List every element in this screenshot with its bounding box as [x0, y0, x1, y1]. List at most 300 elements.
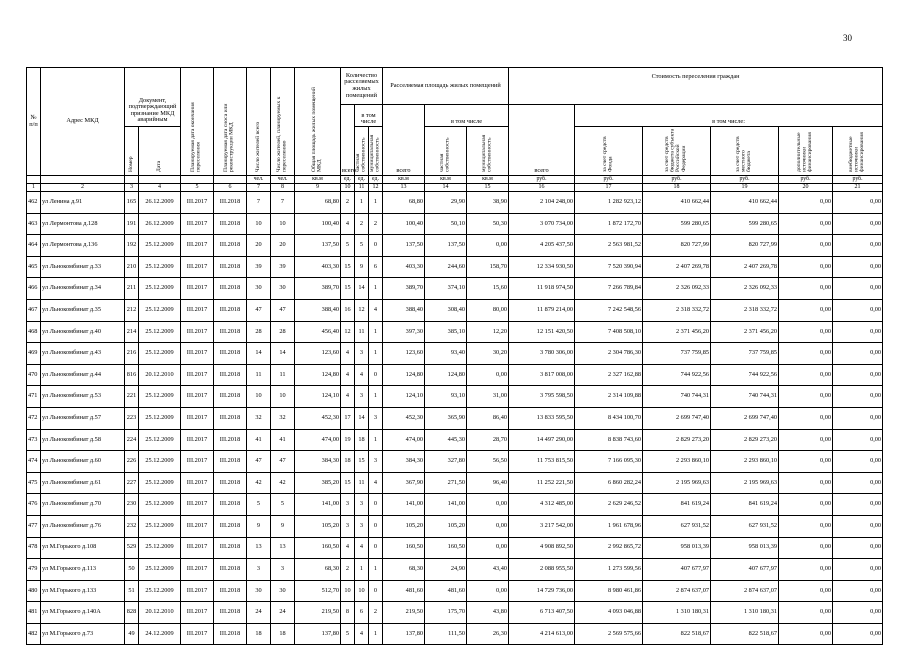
cell-rooms-total: 15 [341, 256, 355, 278]
cell-area-total: 367,90 [383, 472, 425, 494]
cell-address: ул Льнокомбинат д.58 [41, 429, 125, 451]
cell-address: ул Льнокомбинат д.53 [41, 386, 125, 408]
header-doc-date: Дата [155, 161, 162, 173]
cell-rooms-municipal: 0 [369, 537, 383, 559]
cell-area-total: 137,50 [383, 235, 425, 257]
cell-planned-demolition: III.2018 [214, 192, 247, 214]
cell-residents-planned: 32 [271, 407, 295, 429]
cell-cost-subject: 740 744,31 [643, 386, 711, 408]
cell-residents-total: 24 [247, 602, 271, 624]
table-row [27, 192, 883, 214]
column-number-cell: 19 [711, 184, 779, 192]
cell-cost-extrabudget: 0,00 [833, 343, 883, 365]
cell-area-total: 137,80 [383, 623, 425, 645]
cell-row-num: 463 [27, 213, 41, 235]
cell-cost-subject: 1 310 180,31 [643, 602, 711, 624]
cell-planned-end: III.2017 [181, 299, 214, 321]
cell-cost-additional: 0,00 [779, 472, 833, 494]
cell-rooms-private: 2 [355, 213, 369, 235]
cell-residents-planned: 30 [271, 278, 295, 300]
cell-area-private: 160,50 [425, 537, 467, 559]
cell-area-total: 397,30 [383, 321, 425, 343]
cell-rooms-municipal: 0 [369, 235, 383, 257]
cell-planned-end: III.2017 [181, 235, 214, 257]
cell-area-total: 123,60 [383, 343, 425, 365]
cell-address: ул Льнокомбинат д.34 [41, 278, 125, 300]
cell-rooms-private: 3 [355, 343, 369, 365]
cell-planned-demolition: III.2018 [214, 343, 247, 365]
table-body [27, 192, 883, 645]
table-row [27, 321, 883, 343]
header-planned-end: Планируемая дата окончания переселения [190, 102, 202, 173]
cell-doc-number: 221 [125, 386, 139, 408]
cell-rooms-private: 3 [355, 515, 369, 537]
header-cost-extrabudget: внебюджетные источники финансирования [848, 132, 866, 173]
cell-area-municipal: 0,00 [467, 515, 509, 537]
cell-doc-date: 26.12.2009 [139, 192, 181, 214]
cell-rooms-private: 9 [355, 256, 369, 278]
cell-rooms-total: 17 [341, 407, 355, 429]
cell-area-private: 445,30 [425, 429, 467, 451]
header-residents-total: Число жителей всего [254, 122, 261, 173]
unit-cell: чел. [271, 176, 295, 184]
cell-row-num: 464 [27, 235, 41, 257]
cell-doc-date: 25.12.2009 [139, 386, 181, 408]
cell-total-area: 160,50 [295, 537, 341, 559]
page-number: 30 [843, 33, 852, 43]
table-row [27, 602, 883, 624]
cell-rooms-total: 4 [341, 537, 355, 559]
column-number-cell: 7 [247, 184, 271, 192]
cell-cost-additional: 0,00 [779, 537, 833, 559]
unit-cell-empty [41, 176, 125, 184]
table-row [27, 429, 883, 451]
cell-cost-total: 3 217 542,00 [509, 515, 575, 537]
cell-cost-extrabudget: 0,00 [833, 623, 883, 645]
cell-residents-planned: 5 [271, 494, 295, 516]
cell-cost-local: 2 699 747,40 [711, 407, 779, 429]
cell-planned-demolition: III.2018 [214, 623, 247, 645]
cell-residents-total: 42 [247, 472, 271, 494]
table-row [27, 235, 883, 257]
cell-address: ул Льнокомбинат д.76 [41, 515, 125, 537]
cell-cost-local: 2 195 969,63 [711, 472, 779, 494]
cell-cost-fund: 7 166 095,30 [575, 451, 643, 473]
cell-cost-fund: 6 860 282,24 [575, 472, 643, 494]
cell-area-total: 124,10 [383, 386, 425, 408]
unit-cell: кв.м [383, 176, 425, 184]
column-number-cell: 10 [341, 184, 355, 192]
cell-rooms-private: 3 [355, 386, 369, 408]
column-number-cell: 18 [643, 184, 711, 192]
cell-cost-additional: 0,00 [779, 192, 833, 214]
cell-rooms-municipal: 6 [369, 256, 383, 278]
cell-cost-fund: 7 408 508,10 [575, 321, 643, 343]
cell-planned-end: III.2017 [181, 429, 214, 451]
cell-area-total: 389,70 [383, 278, 425, 300]
cell-address: ул М.Горького д.108 [41, 537, 125, 559]
cell-rooms-private: 18 [355, 429, 369, 451]
header-planned-demolition: Планируемая дата сноса или реконструкции МКД [223, 104, 235, 173]
cell-area-total: 219,50 [383, 602, 425, 624]
cell-cost-total: 11 753 815,50 [509, 451, 575, 473]
cell-rooms-municipal: 0 [369, 494, 383, 516]
cell-row-num: 471 [27, 386, 41, 408]
cell-planned-end: III.2017 [181, 192, 214, 214]
header-cost-total: всего [509, 105, 575, 176]
cell-cost-local: 822 518,67 [711, 623, 779, 645]
cell-address: ул Льнокомбинат д.33 [41, 256, 125, 278]
cell-planned-end: III.2017 [181, 580, 214, 602]
header-cost-local: за счет средств местного бюджета [735, 136, 753, 173]
cell-area-private: 365,90 [425, 407, 467, 429]
cell-cost-total: 4 312 485,00 [509, 494, 575, 516]
cell-planned-end: III.2017 [181, 213, 214, 235]
cell-rooms-private: 4 [355, 537, 369, 559]
cell-doc-number: 226 [125, 451, 139, 473]
unit-cell: кв.м [425, 176, 467, 184]
column-number-cell: 16 [509, 184, 575, 192]
cell-cost-additional: 0,00 [779, 559, 833, 581]
cell-area-municipal: 80,00 [467, 299, 509, 321]
cell-planned-demolition: III.2018 [214, 602, 247, 624]
cell-rooms-municipal: 1 [369, 343, 383, 365]
unit-cell-empty [27, 176, 41, 184]
cell-cost-total: 14 729 736,00 [509, 580, 575, 602]
cell-address: ул Льнокомбинат д.40 [41, 321, 125, 343]
cell-area-municipal: 12,20 [467, 321, 509, 343]
cell-cost-additional: 0,00 [779, 343, 833, 365]
cell-cost-local: 407 677,97 [711, 559, 779, 581]
cell-doc-number: 191 [125, 213, 139, 235]
cell-planned-demolition: III.2018 [214, 515, 247, 537]
cell-cost-subject: 2 318 332,72 [643, 299, 711, 321]
cell-residents-total: 30 [247, 278, 271, 300]
cell-row-num: 477 [27, 515, 41, 537]
table-row [27, 299, 883, 321]
cell-residents-total: 7 [247, 192, 271, 214]
cell-rooms-private: 11 [355, 472, 369, 494]
unit-cell: ед. [369, 176, 383, 184]
cell-row-num: 474 [27, 451, 41, 473]
cell-cost-fund: 2 992 865,72 [575, 537, 643, 559]
cell-area-municipal: 31,00 [467, 386, 509, 408]
cell-doc-date: 26.12.2009 [139, 213, 181, 235]
cell-rooms-private: 1 [355, 559, 369, 581]
column-number-cell: 9 [295, 184, 341, 192]
header-area-municipal: муниципальная собственность [480, 135, 493, 173]
unit-cell: руб. [833, 176, 883, 184]
cell-planned-demolition: III.2018 [214, 299, 247, 321]
cell-total-area: 452,30 [295, 407, 341, 429]
cell-rooms-total: 12 [341, 321, 355, 343]
header-cost-additional: дополнительные источники финансирования [796, 132, 814, 173]
cell-cost-fund: 1 872 172,70 [575, 213, 643, 235]
cell-residents-planned: 39 [271, 256, 295, 278]
cell-residents-planned: 47 [271, 299, 295, 321]
cell-area-municipal: 43,80 [467, 602, 509, 624]
cell-doc-date: 25.12.2009 [139, 299, 181, 321]
cell-area-total: 403,30 [383, 256, 425, 278]
cell-area-private: 137,50 [425, 235, 467, 257]
cell-area-private: 141,00 [425, 494, 467, 516]
cell-residents-total: 9 [247, 515, 271, 537]
cell-row-num: 469 [27, 343, 41, 365]
cell-planned-end: III.2017 [181, 386, 214, 408]
column-number-cell: 17 [575, 184, 643, 192]
cell-residents-planned: 14 [271, 343, 295, 365]
cell-area-total: 481,60 [383, 580, 425, 602]
unit-cell: руб. [509, 176, 575, 184]
cell-doc-date: 25.12.2009 [139, 256, 181, 278]
cell-rooms-total: 4 [341, 386, 355, 408]
table-row [27, 386, 883, 408]
cell-cost-extrabudget: 0,00 [833, 559, 883, 581]
cell-rooms-municipal: 1 [369, 623, 383, 645]
cell-cost-additional: 0,00 [779, 386, 833, 408]
cell-area-total: 105,20 [383, 515, 425, 537]
cell-total-area: 388,40 [295, 299, 341, 321]
cell-cost-extrabudget: 0,00 [833, 537, 883, 559]
cell-doc-date: 25.12.2009 [139, 515, 181, 537]
cell-doc-number: 50 [125, 559, 139, 581]
header-cost-fund: за счет средств Фонда [601, 136, 614, 173]
cell-cost-total: 6 713 407,50 [509, 602, 575, 624]
cell-doc-date: 25.12.2009 [139, 235, 181, 257]
column-number-cell: 21 [833, 184, 883, 192]
cell-cost-total: 4 205 437,50 [509, 235, 575, 257]
cell-doc-number: 192 [125, 235, 139, 257]
cell-residents-planned: 42 [271, 472, 295, 494]
cell-doc-date: 25.12.2009 [139, 580, 181, 602]
cell-area-municipal: 158,70 [467, 256, 509, 278]
cell-residents-planned: 3 [271, 559, 295, 581]
cell-cost-local: 1 310 180,31 [711, 602, 779, 624]
header-cost-in-that: в том числе: [575, 105, 883, 127]
table-row [27, 256, 883, 278]
cell-cost-local: 599 280,65 [711, 213, 779, 235]
cell-rooms-total: 15 [341, 278, 355, 300]
cell-cost-fund: 7 520 390,94 [575, 256, 643, 278]
cell-doc-number: 216 [125, 343, 139, 365]
cell-address: ул Ленина д.91 [41, 192, 125, 214]
cell-address: ул М.Горького д.73 [41, 623, 125, 645]
cell-row-num: 473 [27, 429, 41, 451]
header-num: № п/п [27, 68, 41, 176]
unit-cell: руб. [575, 176, 643, 184]
cell-doc-number: 816 [125, 364, 139, 386]
cell-residents-total: 28 [247, 321, 271, 343]
table-row [27, 515, 883, 537]
cell-area-private: 29,90 [425, 192, 467, 214]
cell-area-total: 384,30 [383, 451, 425, 473]
cell-rooms-private: 4 [355, 623, 369, 645]
cell-area-municipal: 43,40 [467, 559, 509, 581]
cell-planned-demolition: III.2018 [214, 321, 247, 343]
cell-residents-total: 10 [247, 386, 271, 408]
unit-cell-empty [125, 176, 139, 184]
cell-residents-planned: 7 [271, 192, 295, 214]
cell-doc-number: 223 [125, 407, 139, 429]
cell-cost-fund: 1 273 599,56 [575, 559, 643, 581]
cell-rooms-total: 4 [341, 343, 355, 365]
cell-area-private: 244,60 [425, 256, 467, 278]
cell-rooms-total: 15 [341, 472, 355, 494]
column-number-cell: 3 [125, 184, 139, 192]
cell-cost-fund: 1 961 678,96 [575, 515, 643, 537]
cell-cost-local: 841 619,24 [711, 494, 779, 516]
unit-cell-empty [214, 176, 247, 184]
unit-cell: ед. [355, 176, 369, 184]
cell-cost-local: 2 326 092,33 [711, 278, 779, 300]
cell-rooms-total: 5 [341, 623, 355, 645]
cell-planned-demolition: III.2018 [214, 235, 247, 257]
cell-cost-fund: 2 327 162,88 [575, 364, 643, 386]
cell-planned-demolition: III.2018 [214, 472, 247, 494]
cell-rooms-municipal: 0 [369, 580, 383, 602]
cell-total-area: 137,50 [295, 235, 341, 257]
unit-cell-empty [181, 176, 214, 184]
cell-cost-additional: 0,00 [779, 451, 833, 473]
cell-area-private: 24,90 [425, 559, 467, 581]
cell-cost-total: 2 088 955,50 [509, 559, 575, 581]
cell-cost-extrabudget: 0,00 [833, 494, 883, 516]
cell-cost-additional: 0,00 [779, 602, 833, 624]
cell-rooms-total: 2 [341, 192, 355, 214]
cell-residents-planned: 11 [271, 364, 295, 386]
cell-cost-subject: 841 619,24 [643, 494, 711, 516]
cell-address: ул Льнокомбинат д.70 [41, 494, 125, 516]
cell-address: ул М.Горького д.113 [41, 559, 125, 581]
cell-cost-extrabudget: 0,00 [833, 235, 883, 257]
cell-total-area: 100,40 [295, 213, 341, 235]
cell-doc-number: 828 [125, 602, 139, 624]
cell-doc-date: 25.12.2009 [139, 407, 181, 429]
cell-total-area: 385,20 [295, 472, 341, 494]
cell-area-private: 374,10 [425, 278, 467, 300]
table-row [27, 623, 883, 645]
cell-area-municipal: 56,50 [467, 451, 509, 473]
cell-rooms-private: 14 [355, 407, 369, 429]
cell-rooms-private: 14 [355, 278, 369, 300]
cell-area-municipal: 86,40 [467, 407, 509, 429]
cell-area-municipal: 28,70 [467, 429, 509, 451]
cell-planned-demolition: III.2018 [214, 494, 247, 516]
cell-planned-end: III.2017 [181, 559, 214, 581]
cell-rooms-total: 5 [341, 235, 355, 257]
cell-doc-number: 51 [125, 580, 139, 602]
cell-address: ул Льнокомбинат д.35 [41, 299, 125, 321]
cell-address: ул М.Горького д.133 [41, 580, 125, 602]
cell-residents-total: 41 [247, 429, 271, 451]
cell-address: ул М.Горького д.140А [41, 602, 125, 624]
cell-area-private: 50,10 [425, 213, 467, 235]
cell-row-num: 472 [27, 407, 41, 429]
cell-cost-extrabudget: 0,00 [833, 192, 883, 214]
cell-cost-extrabudget: 0,00 [833, 515, 883, 537]
cell-cost-extrabudget: 0,00 [833, 278, 883, 300]
table-row [27, 407, 883, 429]
unit-cell: кв.м [295, 176, 341, 184]
cell-doc-date: 25.12.2009 [139, 429, 181, 451]
cell-area-total: 388,40 [383, 299, 425, 321]
unit-cell: руб. [643, 176, 711, 184]
cell-rooms-total: 4 [341, 364, 355, 386]
cell-cost-local: 740 744,31 [711, 386, 779, 408]
cell-rooms-total: 19 [341, 429, 355, 451]
cell-cost-extrabudget: 0,00 [833, 364, 883, 386]
cell-rooms-total: 8 [341, 602, 355, 624]
cell-cost-local: 410 662,44 [711, 192, 779, 214]
table-row [27, 278, 883, 300]
cell-planned-end: III.2017 [181, 515, 214, 537]
cell-cost-total: 3 795 598,50 [509, 386, 575, 408]
cell-cost-subject: 820 727,99 [643, 235, 711, 257]
cell-cost-fund: 1 282 923,12 [575, 192, 643, 214]
cell-cost-local: 2 318 332,72 [711, 299, 779, 321]
cell-total-area: 105,20 [295, 515, 341, 537]
cell-area-private: 111,50 [425, 623, 467, 645]
unit-cell: кв.м [467, 176, 509, 184]
cell-cost-total: 12 151 420,50 [509, 321, 575, 343]
header-area-group: Расселяемая площадь жилых помещений [383, 68, 509, 105]
cell-cost-local: 627 931,52 [711, 515, 779, 537]
cell-total-area: 124,80 [295, 364, 341, 386]
column-number-cell: 13 [383, 184, 425, 192]
resettlement-table [26, 67, 883, 645]
cell-doc-date: 25.12.2009 [139, 343, 181, 365]
cell-residents-total: 20 [247, 235, 271, 257]
cell-total-area: 403,30 [295, 256, 341, 278]
cell-rooms-private: 1 [355, 192, 369, 214]
header-rooms-count: Количество расселяемых жилых помещений [341, 68, 383, 105]
cell-area-municipal: 0,00 [467, 580, 509, 602]
cell-address: ул Льнокомбинат д.60 [41, 451, 125, 473]
cell-cost-fund: 2 563 981,52 [575, 235, 643, 257]
cell-area-municipal: 15,60 [467, 278, 509, 300]
unit-cell: ед. [341, 176, 355, 184]
cell-rooms-municipal: 4 [369, 472, 383, 494]
cell-planned-end: III.2017 [181, 472, 214, 494]
cell-cost-extrabudget: 0,00 [833, 580, 883, 602]
cell-area-municipal: 0,00 [467, 235, 509, 257]
cell-cost-fund: 2 314 109,88 [575, 386, 643, 408]
cell-cost-subject: 599 280,65 [643, 213, 711, 235]
cell-cost-local: 820 727,99 [711, 235, 779, 257]
cell-area-private: 385,10 [425, 321, 467, 343]
cell-doc-date: 20.12.2010 [139, 364, 181, 386]
cell-cost-additional: 0,00 [779, 429, 833, 451]
cell-cost-additional: 0,00 [779, 235, 833, 257]
cell-row-num: 479 [27, 559, 41, 581]
header-residents-planned: Число жителей, планируемых к переселению [275, 97, 288, 173]
cell-cost-additional: 0,00 [779, 407, 833, 429]
header-rooms-private: частная собственность [355, 137, 367, 173]
cell-cost-fund: 2 569 575,66 [575, 623, 643, 645]
cell-rooms-municipal: 4 [369, 299, 383, 321]
header-area-total: всего [383, 105, 425, 176]
cell-residents-planned: 10 [271, 213, 295, 235]
table-row [27, 451, 883, 473]
cell-cost-fund: 8 838 743,60 [575, 429, 643, 451]
cell-row-num: 465 [27, 256, 41, 278]
cell-doc-number: 210 [125, 256, 139, 278]
cell-row-num: 470 [27, 364, 41, 386]
cell-planned-end: III.2017 [181, 602, 214, 624]
cell-rooms-total: 3 [341, 494, 355, 516]
cell-total-area: 384,30 [295, 451, 341, 473]
column-number-cell: 15 [467, 184, 509, 192]
